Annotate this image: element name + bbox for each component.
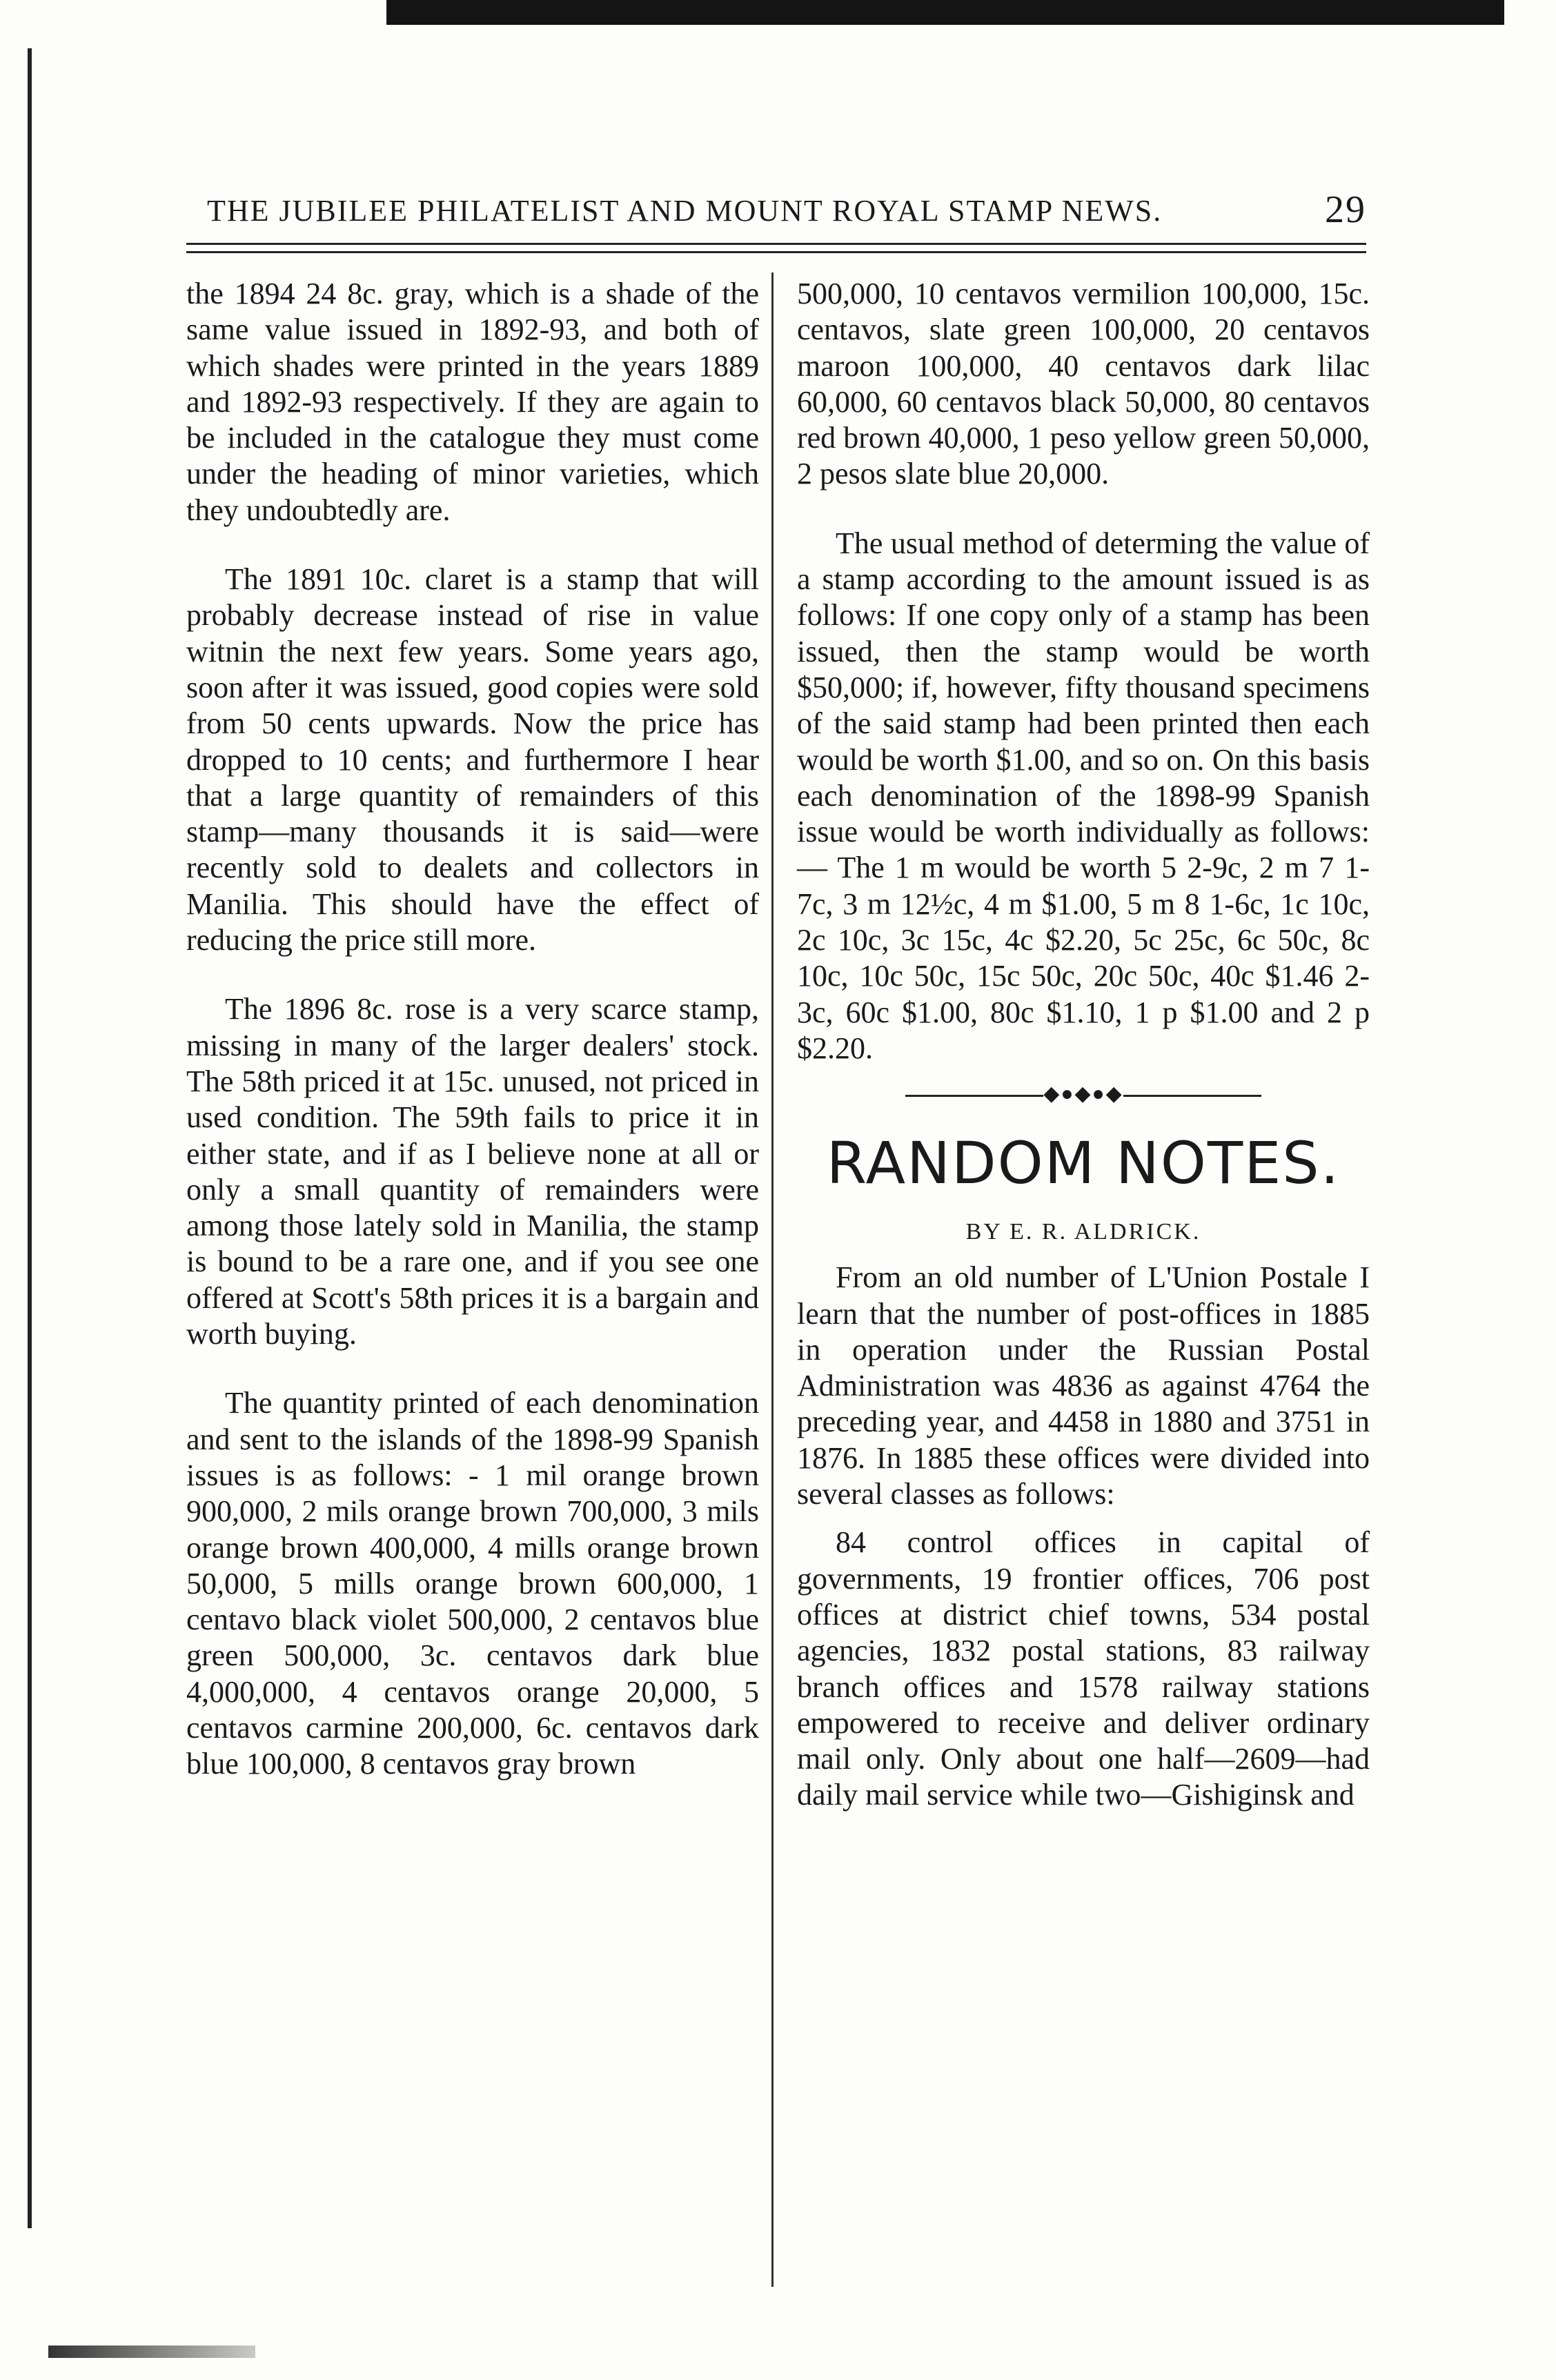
paragraph: From an old number of L'Union Postale I learn that the number of post-offices in 1885 in operation under the Russian Postal Administration was 4836 as against 4764 the preceding year, and 4458 in 1880 and 3751 in 1876. In 1885 these offices were divided into several classes as follows: [797, 1260, 1370, 1511]
journal-title: THE JUBILEE PHILATELIST AND MOUNT ROYAL STAMP NEWS. [207, 194, 1163, 228]
header-rule-top [186, 243, 1366, 245]
paragraph: 500,000, 10 centavos vermilion 100,000, 15c. centavos, slate green 100,000, 20 centavos maroon 100,000, 40 centavos dark lilac 60,000, 60 centavos black 50,000, 80 centavos red brown 40,000, 1 peso yellow green 50,000, 2 pesos slate blue 20,000. [797, 277, 1370, 491]
byline: BY E. R. ALDRICK. [965, 1219, 1201, 1245]
scan-top-edge [386, 0, 1504, 25]
paragraph: The 1891 10c. claret is a stamp that will probably decrease instead of rise in value witnin the next few years. Some years ago, soon after it was issued, good copies were sold from 50 cents upwards. Now the price has dropped to 10 cents; and furthermore I hear that a large quantity of remainders of this stamp—many thousands it is said—were recently sold to dealets and collectors in Manilia. This should have the effect of reducing the price still more. [186, 562, 759, 958]
paragraph: 84 control offices in capital of governments, 19 frontier offices, 706 post offices at district chief towns, 534 postal agencies, 1832 postal stations, 83 railway branch offices and 1578 railway stations empowered to receive and deliver ordinary mail only. Only about one half—2609—had daily mail service while two—Gishiginsk and [797, 1525, 1370, 1812]
paragraph: The usual method of determing the value of a stamp according to the amount issued is as follows: If one copy only of a stamp has been issued, then the stamp would be worth $50,000; if, however, fifty thousand specimens of the said stamp had been printed then each would be worth $1.00, and so on. On this basis each denomination of the 1898-99 Spanish issue would be worth individually as follows:— The 1 m would be worth 5 2-9c, 2 m 7 1-7c, 3 m 12½c, 4 m $1.00, 5 m 8 1-6c, 1c 10c, 2c 10c, 3c 15c, 4c $2.20, 5c 25c, 6c 50c, 8c 10c, 10c 50c, 15c 50c, 20c 50c, 40c $1.46 2-3c, 60c $1.00, 80c $1.10, 1 p $1.00 and 2 p $2.20. [797, 526, 1370, 1065]
scan-left-edge [28, 48, 32, 2228]
left-column [186, 276, 759, 1783]
section-heading: RANDOM NOTES. [826, 1129, 1341, 1198]
page-number: 29 [1325, 188, 1366, 231]
section-ornament: ◆●◆●◆ [797, 1067, 1370, 1122]
running-header [186, 186, 1366, 235]
paragraph: The quantity printed of each denomination and sent to the islands of the 1898-99 Spanish issues is as follows: - 1 mil orange brown 900,000, 2 mils orange brown 700,000, 3 mils orange brown 400,000, 4 mills orange brown 50,000, 5 mills orange brown 600,000, 1 centavo black violet 500,000, 2 centavos blue green 500,000, 3c. centavos dark blue 4,000,000, 4 centavos orange 20,000, 5 centavos carmine 200,000, 6c. centavos dark blue 100,000, 8 centavos gray brown [186, 1386, 759, 1781]
header-rule-bottom [186, 251, 1366, 253]
paragraph: the 1894 24 8c. gray, which is a shade of the same value issued in 1892-93, and both of which shades were printed in the years 1889 and 1892-93 respectively. If they are again to be included in the catalogue they must come under the heading of minor varieties, which they undoubtedly are. [186, 277, 759, 527]
column-divider [771, 272, 774, 2287]
scan-bottom-mark [48, 2346, 255, 2358]
paragraph: The 1896 8c. rose is a very scarce stamp, missing in many of the larger dealers' stock. The 58th priced it at 15c. unused, not priced in used condition. The 59th fails to price it in either state, and if as I believe none at all or only a small quantity of remainders were among those lately sold in Manilia, the stamp is bound to be a rare one, and if you see one offered at Scott's 58th prices it is a bargain and worth buying. [186, 992, 759, 1351]
right-column [797, 276, 1370, 1814]
